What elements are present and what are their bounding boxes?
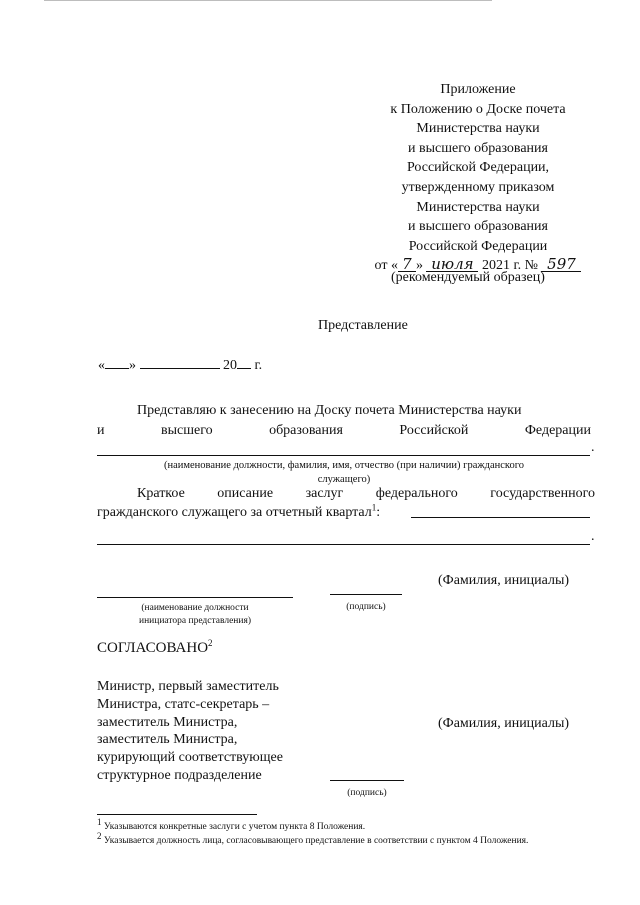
nomination-word: образования	[269, 423, 343, 438]
date-year: 20	[223, 358, 237, 373]
order-day-handwritten: 7	[398, 257, 416, 272]
nomination-word: высшего	[160, 423, 213, 438]
order-mid: »	[415, 258, 423, 274]
agreed-heading	[97, 640, 213, 657]
agreed-position-line: заместитель Министра,	[97, 714, 238, 730]
order-number-handwritten: 597	[541, 257, 581, 272]
appendix-line: Приложение	[440, 82, 516, 97]
agreed-signature-line	[330, 780, 404, 781]
agreed-position-line: структурное подразделение	[97, 767, 262, 783]
appendix-header	[360, 80, 596, 276]
initiator-position-caption-2: инициатора представления)	[139, 616, 251, 626]
nominee-caption-line-2: служащего)	[317, 474, 371, 485]
order-month-handwritten: июля	[426, 257, 478, 272]
order-prefix: от «	[374, 258, 398, 274]
initiator-name-label: (Фамилия, инициалы)	[438, 573, 570, 588]
date-suffix: г.	[254, 358, 263, 373]
agreed-name-label: (Фамилия, инициалы)	[438, 716, 570, 731]
merits-inline-blank	[411, 517, 590, 518]
footnote-2-ref: 2	[97, 831, 102, 841]
appendix-line: утвержденному приказом	[401, 179, 555, 195]
nomination-word: Российской	[399, 423, 469, 438]
merits-word: заслуг	[305, 486, 344, 501]
appendix-line: и высшего образования	[408, 219, 548, 235]
merits-line-1	[137, 486, 595, 502]
scan-edge-line	[44, 0, 492, 1]
merits-colon: :	[376, 505, 381, 520]
initiator-signature-line	[330, 594, 402, 595]
merits-line-2	[97, 502, 381, 521]
footnote-2-text: Указывается должность лица, согласовывающего представление в соответствии с пунктом 4 Положения.	[103, 836, 529, 847]
appendix-line: Российской Федерации,	[406, 160, 550, 176]
year-blank	[237, 356, 251, 369]
agreed-position-line: Министр, первый заместитель	[97, 679, 279, 694]
agreed-position-line: курирующий соответствующее	[97, 750, 283, 766]
date-open-quote: «	[98, 358, 105, 373]
appendix-line: и высшего образования	[408, 140, 548, 156]
footnote-separator	[97, 814, 257, 815]
nominee-underline	[97, 455, 590, 456]
day-blank	[105, 356, 129, 369]
nomination-line-2	[97, 423, 591, 439]
footnote-1-text: Указываются конкретные заслуги с учетом пункта 8 Положения.	[103, 822, 366, 833]
nomination-word: и	[97, 423, 105, 438]
merits-word: описание	[217, 486, 274, 501]
date-line	[98, 356, 262, 374]
merits-text: гражданского служащего за отчетный квартал	[97, 505, 372, 520]
recommended-sample-label: (рекомендуемый образец)	[391, 270, 545, 285]
footnote-1	[97, 817, 366, 833]
merits-word: федерального	[375, 486, 458, 501]
nominee-caption-line-1: (наименование должности, фамилия, имя, отчество (при наличии) гражданского	[163, 460, 525, 471]
date-close-quote: »	[129, 358, 136, 373]
initiator-signature-caption: (подпись)	[346, 602, 386, 612]
merits-word: Краткое	[137, 486, 185, 501]
merits-end-mark: .	[591, 529, 595, 544]
agreed-position-text	[97, 678, 283, 785]
nominee-end-mark: .	[591, 440, 595, 455]
footnote-1-ref: 1	[97, 817, 102, 827]
order-year: 2021 г. №	[481, 258, 538, 274]
appendix-line: Министерства науки	[416, 199, 540, 215]
initiator-position-caption-1: (наименование должности	[141, 603, 249, 613]
agreed-position-line: заместитель Министра,	[97, 732, 238, 748]
footnote-ref-1: 1	[371, 502, 377, 513]
agreed-position-line: Министра, статс-секретарь –	[97, 696, 270, 712]
merits-word: государственного	[490, 486, 595, 501]
initiator-position-line	[97, 597, 293, 598]
month-blank	[140, 356, 220, 369]
agreed-signature-caption: (подпись)	[347, 788, 387, 798]
merits-underline	[97, 544, 590, 545]
footnote-2	[97, 831, 529, 847]
footnote-ref-2: 2	[208, 638, 213, 648]
appendix-line: к Положению о Доске почета	[390, 101, 566, 117]
document-title: Представление	[318, 318, 408, 333]
appendix-line: Российской Федерации	[408, 238, 548, 254]
nomination-line-1: Представляю к занесению на Доску почета Министерства науки	[137, 403, 522, 418]
appendix-line: Министерства науки	[416, 121, 540, 137]
agreed-label: СОГЛАСОВАНО	[97, 640, 209, 656]
nomination-word: Федерации	[524, 423, 591, 438]
